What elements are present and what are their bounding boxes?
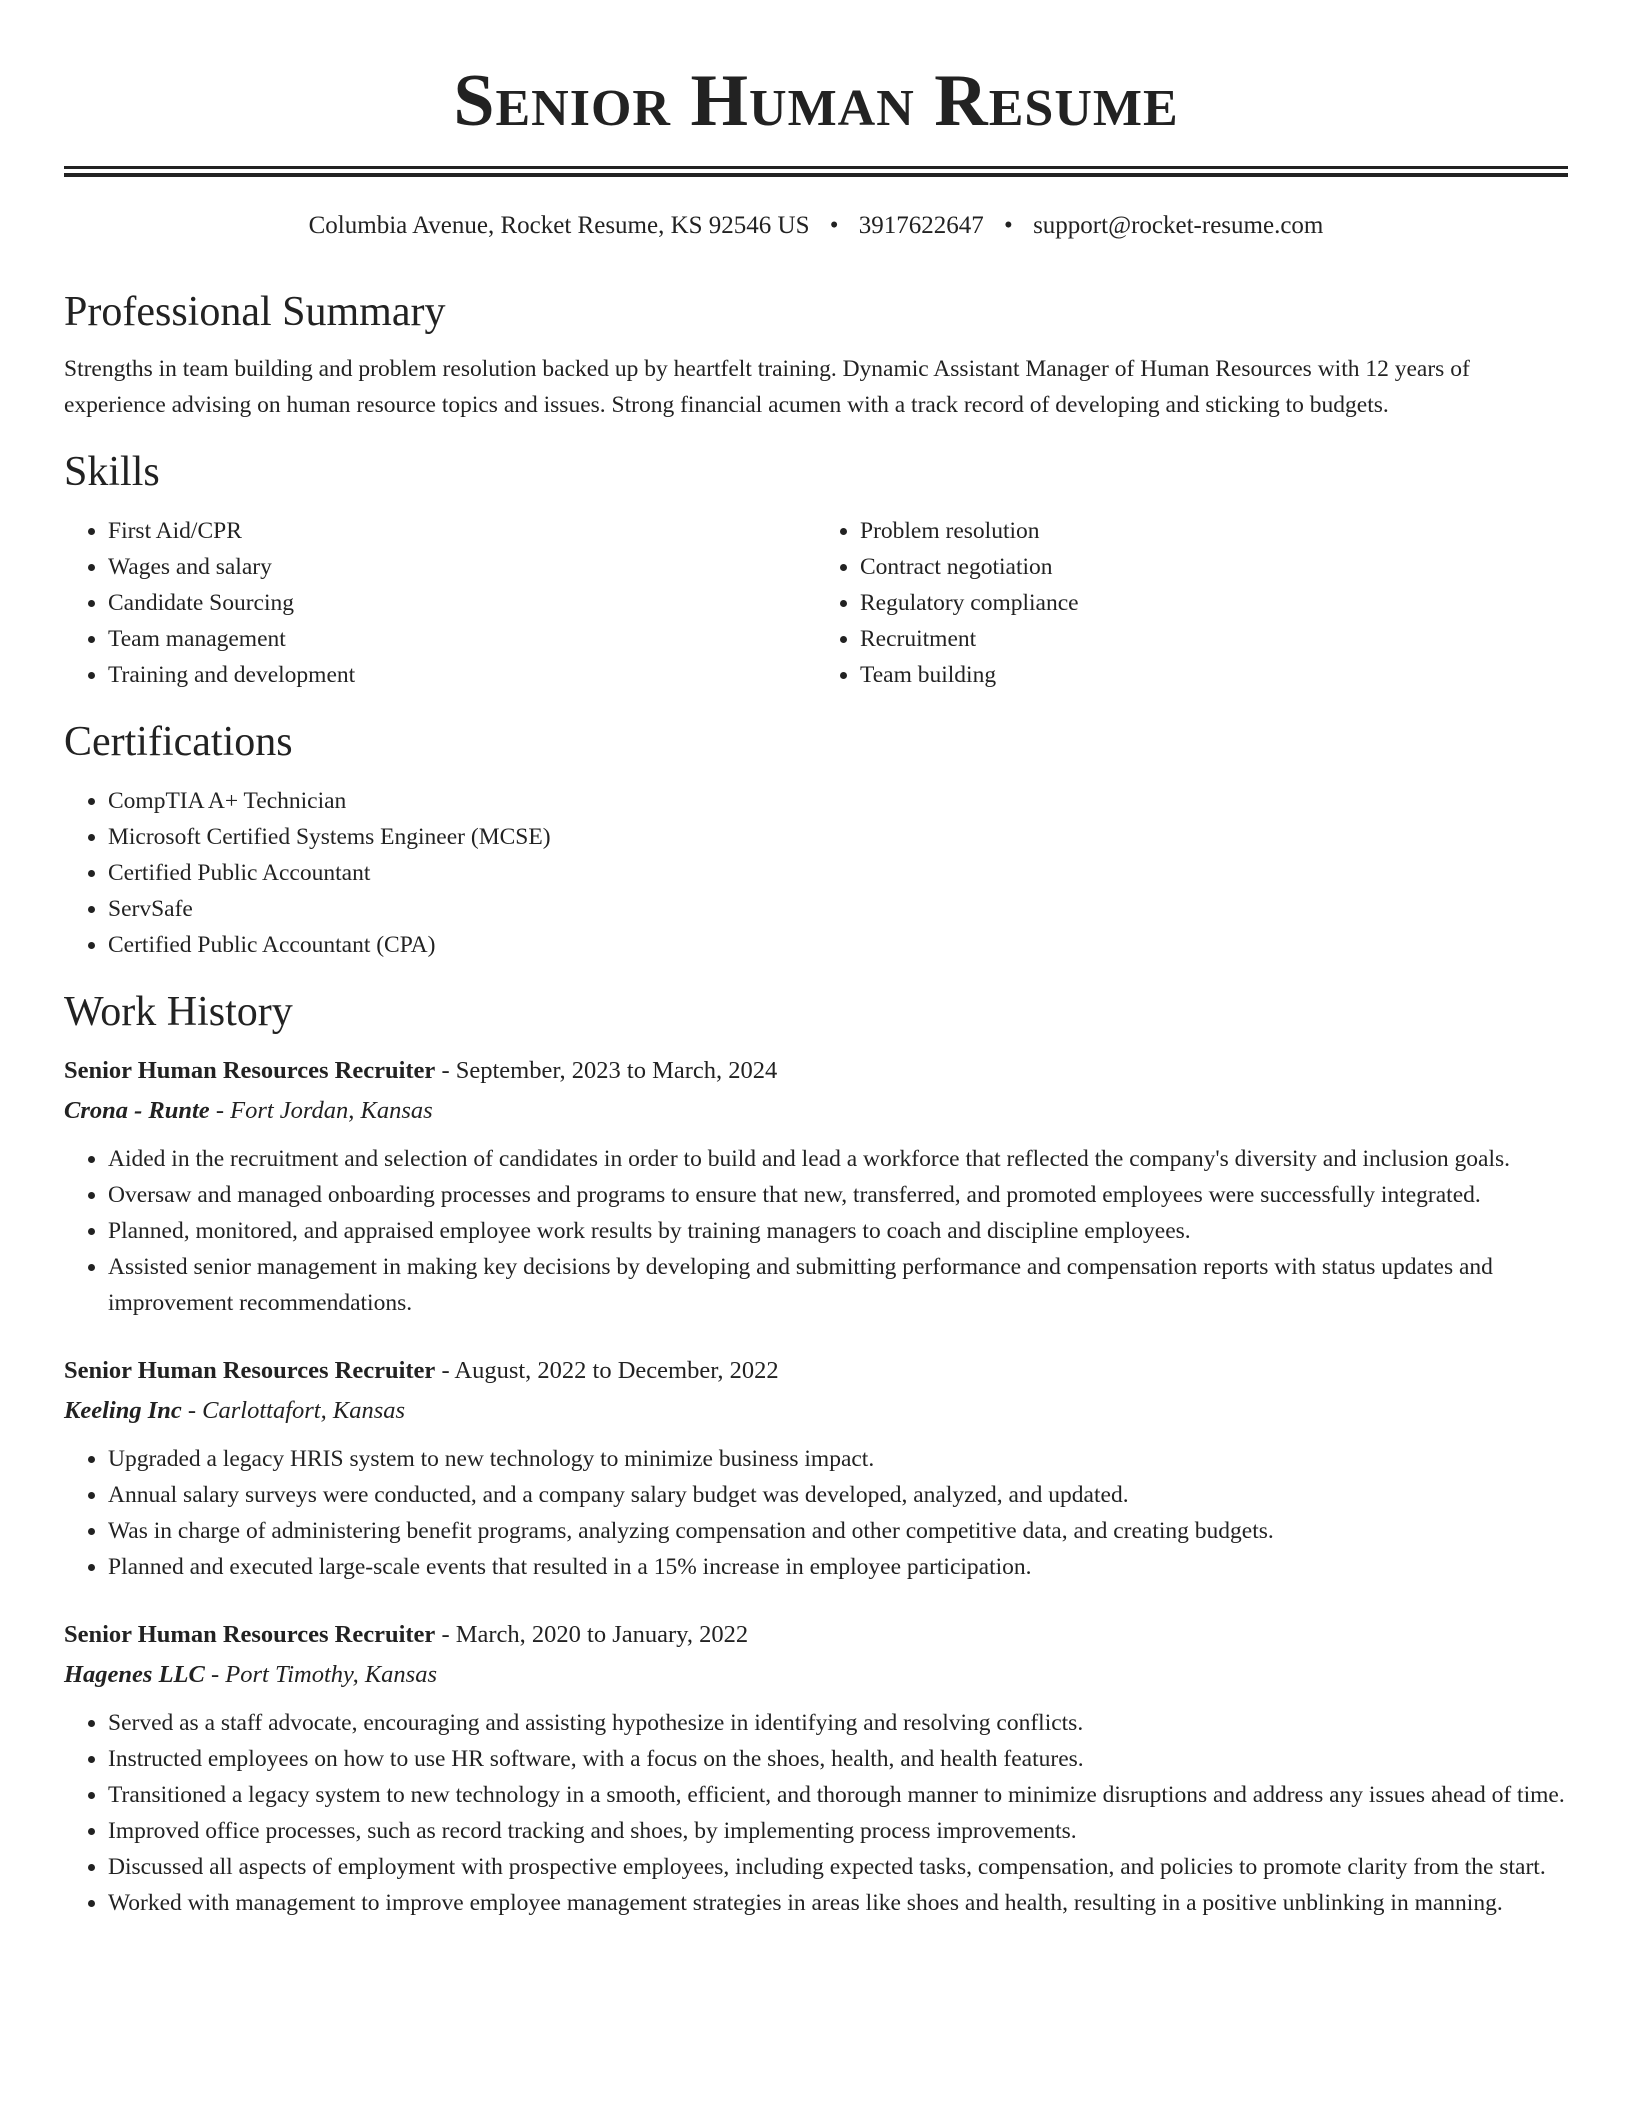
job-company: Crona - Runte	[64, 1097, 210, 1124]
contact-separator: •	[1004, 212, 1013, 239]
job-bullet: • Planned, monitored, and appraised employee work results by training managers to coach and discipline employees.	[108, 1213, 1568, 1249]
job-company-line	[64, 1091, 1568, 1131]
title-divider	[64, 166, 1568, 177]
job-entry	[64, 1351, 1568, 1585]
skill-item: • Team management	[108, 621, 816, 657]
skill-item: • Contract negotiation	[860, 549, 1568, 585]
job-bullet: • Upgraded a legacy HRIS system to new technology to minimize business impact.	[108, 1441, 1568, 1477]
job-bullet: • Annual salary surveys were conducted, and a company salary budget was developed, analyzed, and updated.	[108, 1477, 1568, 1513]
job-bullet: • Instructed employees on how to use HR software, with a focus on the shoes, health, and health features.	[108, 1741, 1568, 1777]
job-entry	[64, 1051, 1568, 1321]
certification-item: • Certified Public Accountant	[108, 855, 1568, 891]
contact-line	[64, 211, 1568, 241]
job-location: Port Timothy, Kansas	[225, 1661, 437, 1688]
skill-item: • Team building	[860, 657, 1568, 693]
skill-item: • Wages and salary	[108, 549, 816, 585]
job-location: Fort Jordan, Kansas	[230, 1097, 433, 1124]
contact-separator: •	[829, 212, 839, 239]
job-bullets	[64, 1441, 1568, 1585]
summary-text: Strengths in team building and problem resolution backed up by heartfelt training. Dynamic Assistant Manager of Human Resources with 12 years of experience advising on human resource topics and issues. Strong financial acumen with a track record of developing and sticking to budgets.	[64, 356, 1470, 418]
certification-item: • ServSafe	[108, 891, 1568, 927]
contact-phone: 3917622647	[858, 212, 984, 239]
job-company-line	[64, 1391, 1568, 1431]
job-bullet: • Assisted senior management in making key decisions by developing and submitting performance and compensation reports with status updates and improvement recommendations.	[108, 1249, 1568, 1321]
skills-list-left	[64, 513, 816, 693]
job-company-line	[64, 1655, 1568, 1695]
job-bullet: • Planned and executed large-scale events that resulted in a 15% increase in employee participation.	[108, 1549, 1568, 1585]
job-title-line	[64, 1615, 1568, 1655]
job-location: Carlottafort, Kansas	[202, 1397, 406, 1424]
job-bullet: • Worked with management to improve employee management strategies in areas like shoes and health, resulting in a positive unblinking in manning.	[108, 1885, 1568, 1921]
skill-item: • Training and development	[108, 657, 816, 693]
job-bullets	[64, 1705, 1568, 1921]
skills-columns	[64, 513, 1568, 693]
summary-heading: Professional Summary	[64, 289, 446, 335]
job-company: Keeling Inc	[64, 1397, 182, 1424]
job-bullet: • Served as a staff advocate, encouraging and assisting hypothesize in identifying and resolving conflicts.	[108, 1705, 1568, 1741]
job-bullet: • Transitioned a legacy system to new technology in a smooth, efficient, and thorough manner to minimize disruptions and address any issues ahead of time.	[108, 1777, 1568, 1813]
job-role: Senior Human Resources Recruiter	[64, 1357, 436, 1384]
dash: -	[435, 1057, 456, 1084]
skill-item: • Recruitment	[860, 621, 1568, 657]
skill-item: • Candidate Sourcing	[108, 585, 816, 621]
job-dates: March, 2020 to January, 2022	[455, 1621, 749, 1648]
contact-email: support@rocket-resume.com	[1033, 212, 1324, 239]
skill-item: • Regulatory compliance	[860, 585, 1568, 621]
dash: -	[435, 1357, 455, 1384]
job-bullet: • Oversaw and managed onboarding processes and programs to ensure that new, transferred, and promoted employees were successfully integrated.	[108, 1177, 1568, 1213]
job-bullet: • Was in charge of administering benefit programs, analyzing compensation and other competitive data, and creating budgets.	[108, 1513, 1568, 1549]
job-company: Hagenes LLC	[64, 1661, 205, 1688]
skill-item: • Problem resolution	[860, 513, 1568, 549]
job-title-line	[64, 1351, 1568, 1391]
job-role: Senior Human Resources Recruiter	[64, 1621, 436, 1648]
job-bullet: • Discussed all aspects of employment with prospective employees, including expected tasks, compensation, and policies to promote clarity from the start.	[108, 1849, 1568, 1885]
resume-content	[64, 0, 1568, 1921]
resume-title: Senior Human Resume	[453, 60, 1179, 142]
job-dates: September, 2023 to March, 2024	[455, 1057, 778, 1084]
certification-item: • Certified Public Accountant (CPA)	[108, 927, 1568, 963]
job-bullet: • Aided in the recruitment and selection of candidates in order to build and lead a workforce that reflected the company's diversity and inclusion goals.	[108, 1141, 1568, 1177]
dash: -	[204, 1661, 226, 1688]
certification-item: • Microsoft Certified Systems Engineer (MCSE)	[108, 819, 1568, 855]
dash: -	[181, 1397, 203, 1424]
job-dates: August, 2022 to December, 2022	[454, 1357, 779, 1384]
skills-list-right	[816, 513, 1568, 693]
job-bullet: • Improved office processes, such as record tracking and shoes, by implementing process improvements.	[108, 1813, 1568, 1849]
contact-address: Columbia Avenue, Rocket Resume, KS 92546 US	[308, 212, 810, 239]
certifications-heading: Certifications	[64, 719, 293, 765]
skills-heading: Skills	[64, 449, 160, 495]
dash: -	[435, 1621, 456, 1648]
certifications-list	[64, 783, 1568, 963]
dash: -	[209, 1097, 231, 1124]
work-history-heading: Work History	[64, 989, 293, 1035]
job-role: Senior Human Resources Recruiter	[64, 1057, 436, 1084]
certification-item: • CompTIA A+ Technician	[108, 783, 1568, 819]
job-entry	[64, 1615, 1568, 1921]
job-title-line	[64, 1051, 1568, 1091]
job-bullets	[64, 1141, 1568, 1321]
skill-item: • First Aid/CPR	[108, 513, 816, 549]
